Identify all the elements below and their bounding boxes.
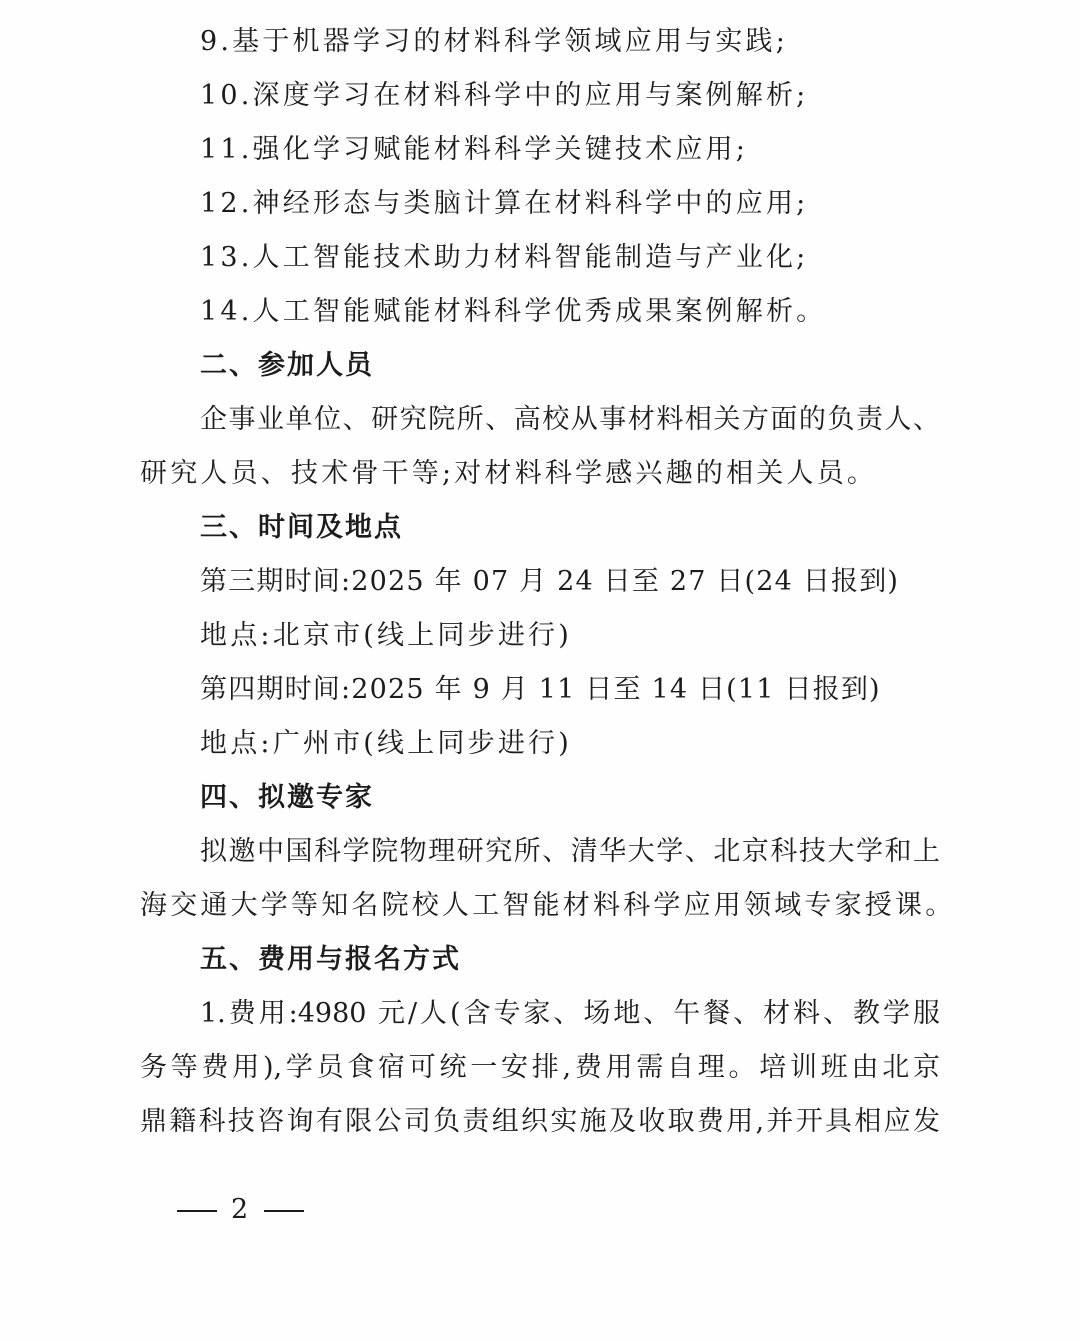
page-number-value: 2 [231,1194,251,1225]
session-3-time: 第三期时间:2025 年 07 月 24 日至 27 日(24 日报到) [200,566,900,597]
list-item-9: 9.基于机器学习的材料科学领域应用与实践; [200,26,789,57]
list-item-10: 10.深度学习在材料科学中的应用与案例解析; [200,80,809,111]
list-item-14: 14.人工智能赋能材料科学优秀成果案例解析。 [200,296,827,327]
list-item-12: 12.神经形态与类脑计算在材料科学中的应用; [200,188,809,219]
session-3-location: 地点:北京市(线上同步进行) [200,620,572,651]
list-item-13: 13.人工智能技术助力材料智能制造与产业化; [200,242,809,273]
fees-paragraph-line-1: 1.费用:4980 元/人(含专家、场地、午餐、材料、教学服 [200,998,940,1029]
section-heading-participants: 二、参加人员 [200,350,374,381]
page-number [163,1192,318,1228]
session-4-time: 第四期时间:2025 年 9 月 11 日至 14 日(11 日报到) [200,674,881,705]
session-4-location: 地点:广州市(线上同步进行) [200,728,572,759]
experts-paragraph-line-1: 拟邀中国科学院物理研究所、清华大学、北京科技大学和上 [200,836,940,867]
page-number-left-dash [177,1210,217,1212]
fees-paragraph-line-3: 鼎籍科技咨询有限公司负责组织实施及收取费用,并开具相应发 [140,1106,940,1137]
list-item-11: 11.强化学习赋能材料科学关键技术应用; [200,134,749,165]
participants-paragraph-line-1: 企事业单位、研究院所、高校从事材料相关方面的负责人、 [200,404,940,435]
participants-paragraph-line-2: 研究人员、技术骨干等;对材料科学感兴趣的相关人员。 [140,458,878,489]
section-heading-time-location: 三、时间及地点 [200,512,403,543]
fees-paragraph-line-2: 务等费用),学员食宿可统一安排,费用需自理。培训班由北京 [140,1052,940,1083]
section-heading-fees-registration: 五、费用与报名方式 [200,944,461,975]
section-heading-experts: 四、拟邀专家 [200,782,374,813]
experts-paragraph-line-2: 海交通大学等知名院校人工智能材料科学应用领域专家授课。 [140,890,956,921]
page-number-right-dash [264,1210,304,1212]
